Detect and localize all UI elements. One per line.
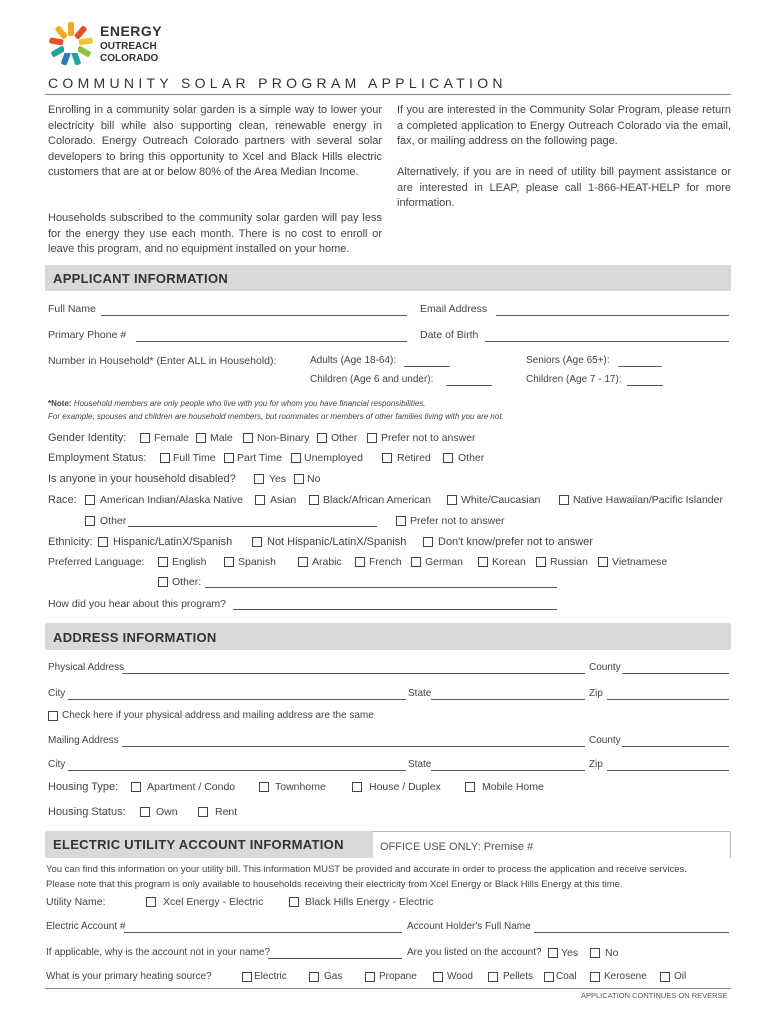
employment-parttime-checkbox[interactable] [224, 453, 234, 463]
heating-wood-checkbox[interactable] [433, 972, 443, 982]
applicant-header: APPLICANT INFORMATION [53, 271, 229, 286]
page-title: COMMUNITY SOLAR PROGRAM APPLICATION [48, 75, 507, 91]
heating-propane-label: Propane [379, 971, 417, 982]
gender-female-checkbox[interactable] [140, 433, 150, 443]
language-english-label: English [172, 556, 207, 568]
utility-header: ELECTRIC UTILITY ACCOUNT INFORMATION [53, 837, 344, 852]
utility-xcel-label: Xcel Energy - Electric [163, 896, 264, 908]
race-other-checkbox[interactable] [85, 516, 95, 526]
heating-wood-label: Wood [447, 971, 473, 982]
race-white-checkbox[interactable] [447, 495, 457, 505]
listed-no-checkbox[interactable] [590, 948, 600, 958]
language-english-checkbox[interactable] [158, 557, 168, 567]
race-black-label: Black/African American [323, 494, 431, 506]
logo-colorado: COLORADO [100, 53, 159, 64]
why-not-name-label: If applicable, why is the account not in your name? [46, 947, 271, 958]
utility-header-band [45, 831, 373, 858]
gender-label: Gender Identity: [48, 432, 127, 444]
employment-label: Employment Status: [48, 452, 147, 464]
dob-field[interactable] [485, 341, 729, 342]
full-name-field[interactable] [101, 315, 407, 316]
mailing-state-label: State [408, 759, 432, 770]
heating-coal-label: Coal [556, 971, 577, 982]
mailing-zip-field[interactable] [607, 770, 729, 771]
seniors-label: Seniors (Age 65+): [526, 355, 610, 366]
gender-prefer-not-label: Prefer not to answer [381, 432, 476, 444]
heating-electric-label: Electric [254, 971, 287, 982]
heating-label: What is your primary heating source? [46, 971, 212, 982]
intro-right-p2: Alternatively, if you are in need of utility bill payment assistance or are interested in LEAP, please call 1-866-HEAT-HELP for more information. [397, 166, 731, 209]
heating-pellets-label: Pellets [503, 971, 534, 982]
housing-townhome-label: Townhome [275, 781, 326, 793]
heating-gas-checkbox[interactable] [309, 972, 319, 982]
address-header-band [45, 623, 731, 650]
employment-other-checkbox[interactable] [443, 453, 453, 463]
heating-propane-checkbox[interactable] [365, 972, 375, 982]
physical-city-field[interactable] [68, 699, 406, 700]
housing-type-label: Housing Type: [48, 781, 119, 793]
gender-nonbinary-label: Non-Binary [257, 432, 310, 444]
heating-coal-checkbox[interactable] [544, 972, 554, 982]
physical-county-field[interactable] [622, 673, 729, 674]
language-russian-label: Russian [550, 556, 588, 568]
language-label: Preferred Language: [48, 556, 145, 568]
heating-oil-label: Oil [674, 971, 687, 982]
employment-retired-checkbox[interactable] [382, 453, 392, 463]
gender-male-label: Male [210, 432, 233, 444]
heating-gas-label: Gas [324, 971, 343, 982]
mailing-county-label: County [589, 735, 621, 746]
ethnicity-dont-know-label: Don't know/prefer not to answer [438, 536, 593, 548]
housing-mobile-label: Mobile Home [482, 781, 544, 793]
language-korean-label: Korean [492, 556, 526, 568]
language-german-label: German [425, 556, 463, 568]
footer-rule [45, 988, 731, 989]
gender-nonbinary-checkbox[interactable] [243, 433, 253, 443]
language-other-label: Other: [172, 576, 202, 588]
children-under-field[interactable] [446, 385, 492, 386]
address-header: ADDRESS INFORMATION [53, 630, 217, 645]
ethnicity-dont-know-checkbox[interactable] [423, 537, 433, 547]
dob-label: Date of Birth [420, 329, 479, 341]
electric-account-label: Electric Account # [46, 921, 126, 932]
disabled-label: Is anyone in your household disabled? [48, 473, 236, 485]
physical-zip-field[interactable] [607, 699, 729, 700]
housing-rent-label: Rent [215, 806, 238, 818]
adults-field[interactable] [404, 366, 450, 367]
email-label: Email Address [420, 303, 488, 315]
housing-mobile-checkbox[interactable] [465, 782, 475, 792]
race-prefer-not-label: Prefer not to answer [410, 515, 505, 527]
hear-field[interactable] [233, 609, 557, 610]
mailing-state-field[interactable] [431, 770, 585, 771]
heating-oil-checkbox[interactable] [660, 972, 670, 982]
same-address-checkbox[interactable] [48, 711, 58, 721]
utility-info-line-2: Please note that this program is only available to households receiving their electricity from Xcel Energy or Black Hills Energy at this time. [46, 879, 623, 890]
language-arabic-checkbox[interactable] [298, 557, 308, 567]
race-pacific-islander-checkbox[interactable] [559, 495, 569, 505]
physical-state-label: State [408, 688, 432, 699]
housing-status-label: Housing Status: [48, 806, 126, 818]
children-7-17-field[interactable] [627, 385, 663, 386]
hear-label: How did you hear about this program? [48, 598, 227, 610]
mailing-city-label: City [48, 759, 66, 770]
disabled-no-checkbox[interactable] [294, 474, 304, 484]
race-asian-label: Asian [270, 494, 297, 506]
language-vietnamese-label: Vietnamese [612, 556, 668, 568]
language-other-checkbox[interactable] [158, 577, 168, 587]
electric-account-field[interactable] [124, 932, 402, 933]
mailing-city-field[interactable] [68, 770, 406, 771]
utility-info-line-1: You can find this information on your utility bill. This information MUST be provided and accurate in order to process the application and receive services. [46, 864, 687, 875]
language-german-checkbox[interactable] [411, 557, 421, 567]
employment-parttime-label: Part Time [237, 452, 282, 464]
utility-blackhills-label: Black Hills Energy - Electric [305, 896, 434, 908]
race-prefer-not-checkbox[interactable] [396, 516, 406, 526]
language-french-label: French [369, 556, 402, 568]
intro-right-p1: If you are interested in the Community Solar Program, please return a completed application to Energy Outreach Colorado via the email, fax, or mailing address on the following page. [397, 104, 731, 147]
holder-name-field[interactable] [534, 932, 729, 933]
mailing-address-field[interactable] [122, 746, 585, 747]
heating-pellets-checkbox[interactable] [488, 972, 498, 982]
race-native-american-label: American Indian/Alaska Native [100, 494, 243, 506]
ethnicity-not-hispanic-checkbox[interactable] [252, 537, 262, 547]
housing-apartment-checkbox[interactable] [131, 782, 141, 792]
physical-address-label: Physical Address [48, 662, 125, 673]
language-arabic-label: Arabic [312, 556, 342, 568]
mailing-zip-label: Zip [589, 759, 603, 770]
housing-own-label: Own [156, 806, 178, 818]
holder-name-label: Account Holder's Full Name [407, 921, 531, 932]
race-black-checkbox[interactable] [309, 495, 319, 505]
seniors-field[interactable] [618, 366, 662, 367]
disabled-yes-checkbox[interactable] [254, 474, 264, 484]
language-korean-checkbox[interactable] [478, 557, 488, 567]
logo-energy: ENERGY [100, 23, 163, 39]
housing-townhome-checkbox[interactable] [259, 782, 269, 792]
children-7-17-label: Children (Age 7 - 17): [526, 374, 622, 385]
employment-other-label: Other [458, 452, 485, 464]
employment-retired-label: Retired [397, 452, 431, 464]
race-label: Race: [48, 494, 77, 506]
race-other-field[interactable] [128, 526, 377, 527]
employment-unemployed-label: Unemployed [304, 452, 363, 464]
ethnicity-hispanic-checkbox[interactable] [98, 537, 108, 547]
housing-rent-checkbox[interactable] [198, 807, 208, 817]
email-field[interactable] [496, 315, 729, 316]
footer-note: APPLICATION CONTINUES ON REVERSE [581, 991, 728, 1000]
utility-blackhills-checkbox[interactable] [289, 897, 299, 907]
intro-left-p2: Households subscribed to the community solar garden will pay less for the energy they use each month. There is no cost to enroll or leave this program, and no equipment installed on your home. [48, 212, 382, 255]
same-address-label: Check here if your physical address and mailing address are the same [62, 710, 374, 721]
physical-state-field[interactable] [431, 699, 585, 700]
gender-male-checkbox[interactable] [196, 433, 206, 443]
listed-yes-label: Yes [561, 947, 579, 959]
heating-electric-checkbox[interactable] [242, 972, 252, 982]
employment-unemployed-checkbox[interactable] [291, 453, 301, 463]
intro-left-p1: Enrolling in a community solar garden is a simple way to lower your electricity bill while also supporting clean, renewable energy in Colorado. Energy Outreach Colorado partners with several solar developers to bring this opportunity to Xcel and Black Hills electric customers that are at or below 80% of the Area Median Income. [48, 104, 382, 178]
race-native-american-checkbox[interactable] [85, 495, 95, 505]
race-white-label: White/Caucasian [461, 494, 541, 506]
language-french-checkbox[interactable] [355, 557, 365, 567]
mailing-county-field[interactable] [622, 746, 729, 747]
ethnicity-not-hispanic-label: Not Hispanic/LatinX/Spanish [267, 536, 407, 548]
note-bold: *Note: [48, 399, 72, 408]
office-use-box [373, 831, 731, 858]
heating-kerosene-checkbox[interactable] [590, 972, 600, 982]
language-russian-checkbox[interactable] [536, 557, 546, 567]
office-use-label: OFFICE USE ONLY: Premise # [380, 841, 534, 853]
utility-name-label: Utility Name: [46, 896, 106, 908]
disabled-yes-label: Yes [269, 473, 287, 485]
household-label: Number in Household* (Enter ALL in Household): [48, 355, 277, 367]
race-other-label: Other [100, 515, 127, 527]
ethnicity-label: Ethnicity: [48, 536, 93, 548]
language-spanish-checkbox[interactable] [224, 557, 234, 567]
mailing-address-label: Mailing Address [48, 735, 119, 746]
household-note-2: For example, spouses and children are household members, but roommates or members of other families living with you are not. [48, 412, 504, 421]
adults-label: Adults (Age 18-64): [310, 355, 397, 366]
race-asian-checkbox[interactable] [255, 495, 265, 505]
employment-fulltime-label: Full Time [173, 452, 216, 464]
housing-own-checkbox[interactable] [140, 807, 150, 817]
race-pacific-islander-label: Native Hawaiian/Pacific Islander [573, 494, 723, 506]
listed-yes-checkbox[interactable] [548, 948, 558, 958]
note-line-1: Household members are only people who live with you for whom you have financial responsibilities. [71, 399, 426, 408]
gender-female-label: Female [154, 432, 190, 444]
physical-city-label: City [48, 688, 66, 699]
utility-xcel-checkbox[interactable] [146, 897, 156, 907]
children-under-label: Children (Age 6 and under): [310, 374, 434, 385]
language-other-field[interactable] [205, 587, 557, 588]
housing-house-label: House / Duplex [369, 781, 441, 793]
heating-kerosene-label: Kerosene [604, 971, 647, 982]
disabled-no-label: No [307, 473, 321, 485]
physical-county-label: County [589, 662, 621, 673]
listed-label: Are you listed on the account? [407, 947, 542, 958]
phone-label: Primary Phone # [48, 329, 127, 341]
ethnicity-hispanic-label: Hispanic/LatinX/Spanish [113, 536, 233, 548]
phone-field[interactable] [136, 341, 407, 342]
logo [46, 20, 176, 68]
full-name-label: Full Name [48, 303, 96, 315]
gender-prefer-not-checkbox[interactable] [367, 433, 377, 443]
logo-sunburst-icon [46, 20, 96, 68]
language-vietnamese-checkbox[interactable] [598, 557, 608, 567]
language-spanish-label: Spanish [238, 556, 276, 568]
why-not-name-field[interactable] [268, 958, 402, 959]
physical-address-field[interactable] [122, 673, 585, 674]
gender-other-label: Other [331, 432, 358, 444]
physical-zip-label: Zip [589, 688, 603, 699]
housing-house-checkbox[interactable] [352, 782, 362, 792]
logo-outreach: OUTREACH [100, 41, 157, 52]
gender-other-checkbox[interactable] [317, 433, 327, 443]
title-rule [45, 94, 731, 95]
applicant-header-band [45, 265, 731, 291]
employment-fulltime-checkbox[interactable] [160, 453, 170, 463]
housing-apartment-label: Apartment / Condo [147, 781, 236, 793]
listed-no-label: No [605, 947, 619, 959]
household-note-1 [48, 399, 426, 408]
